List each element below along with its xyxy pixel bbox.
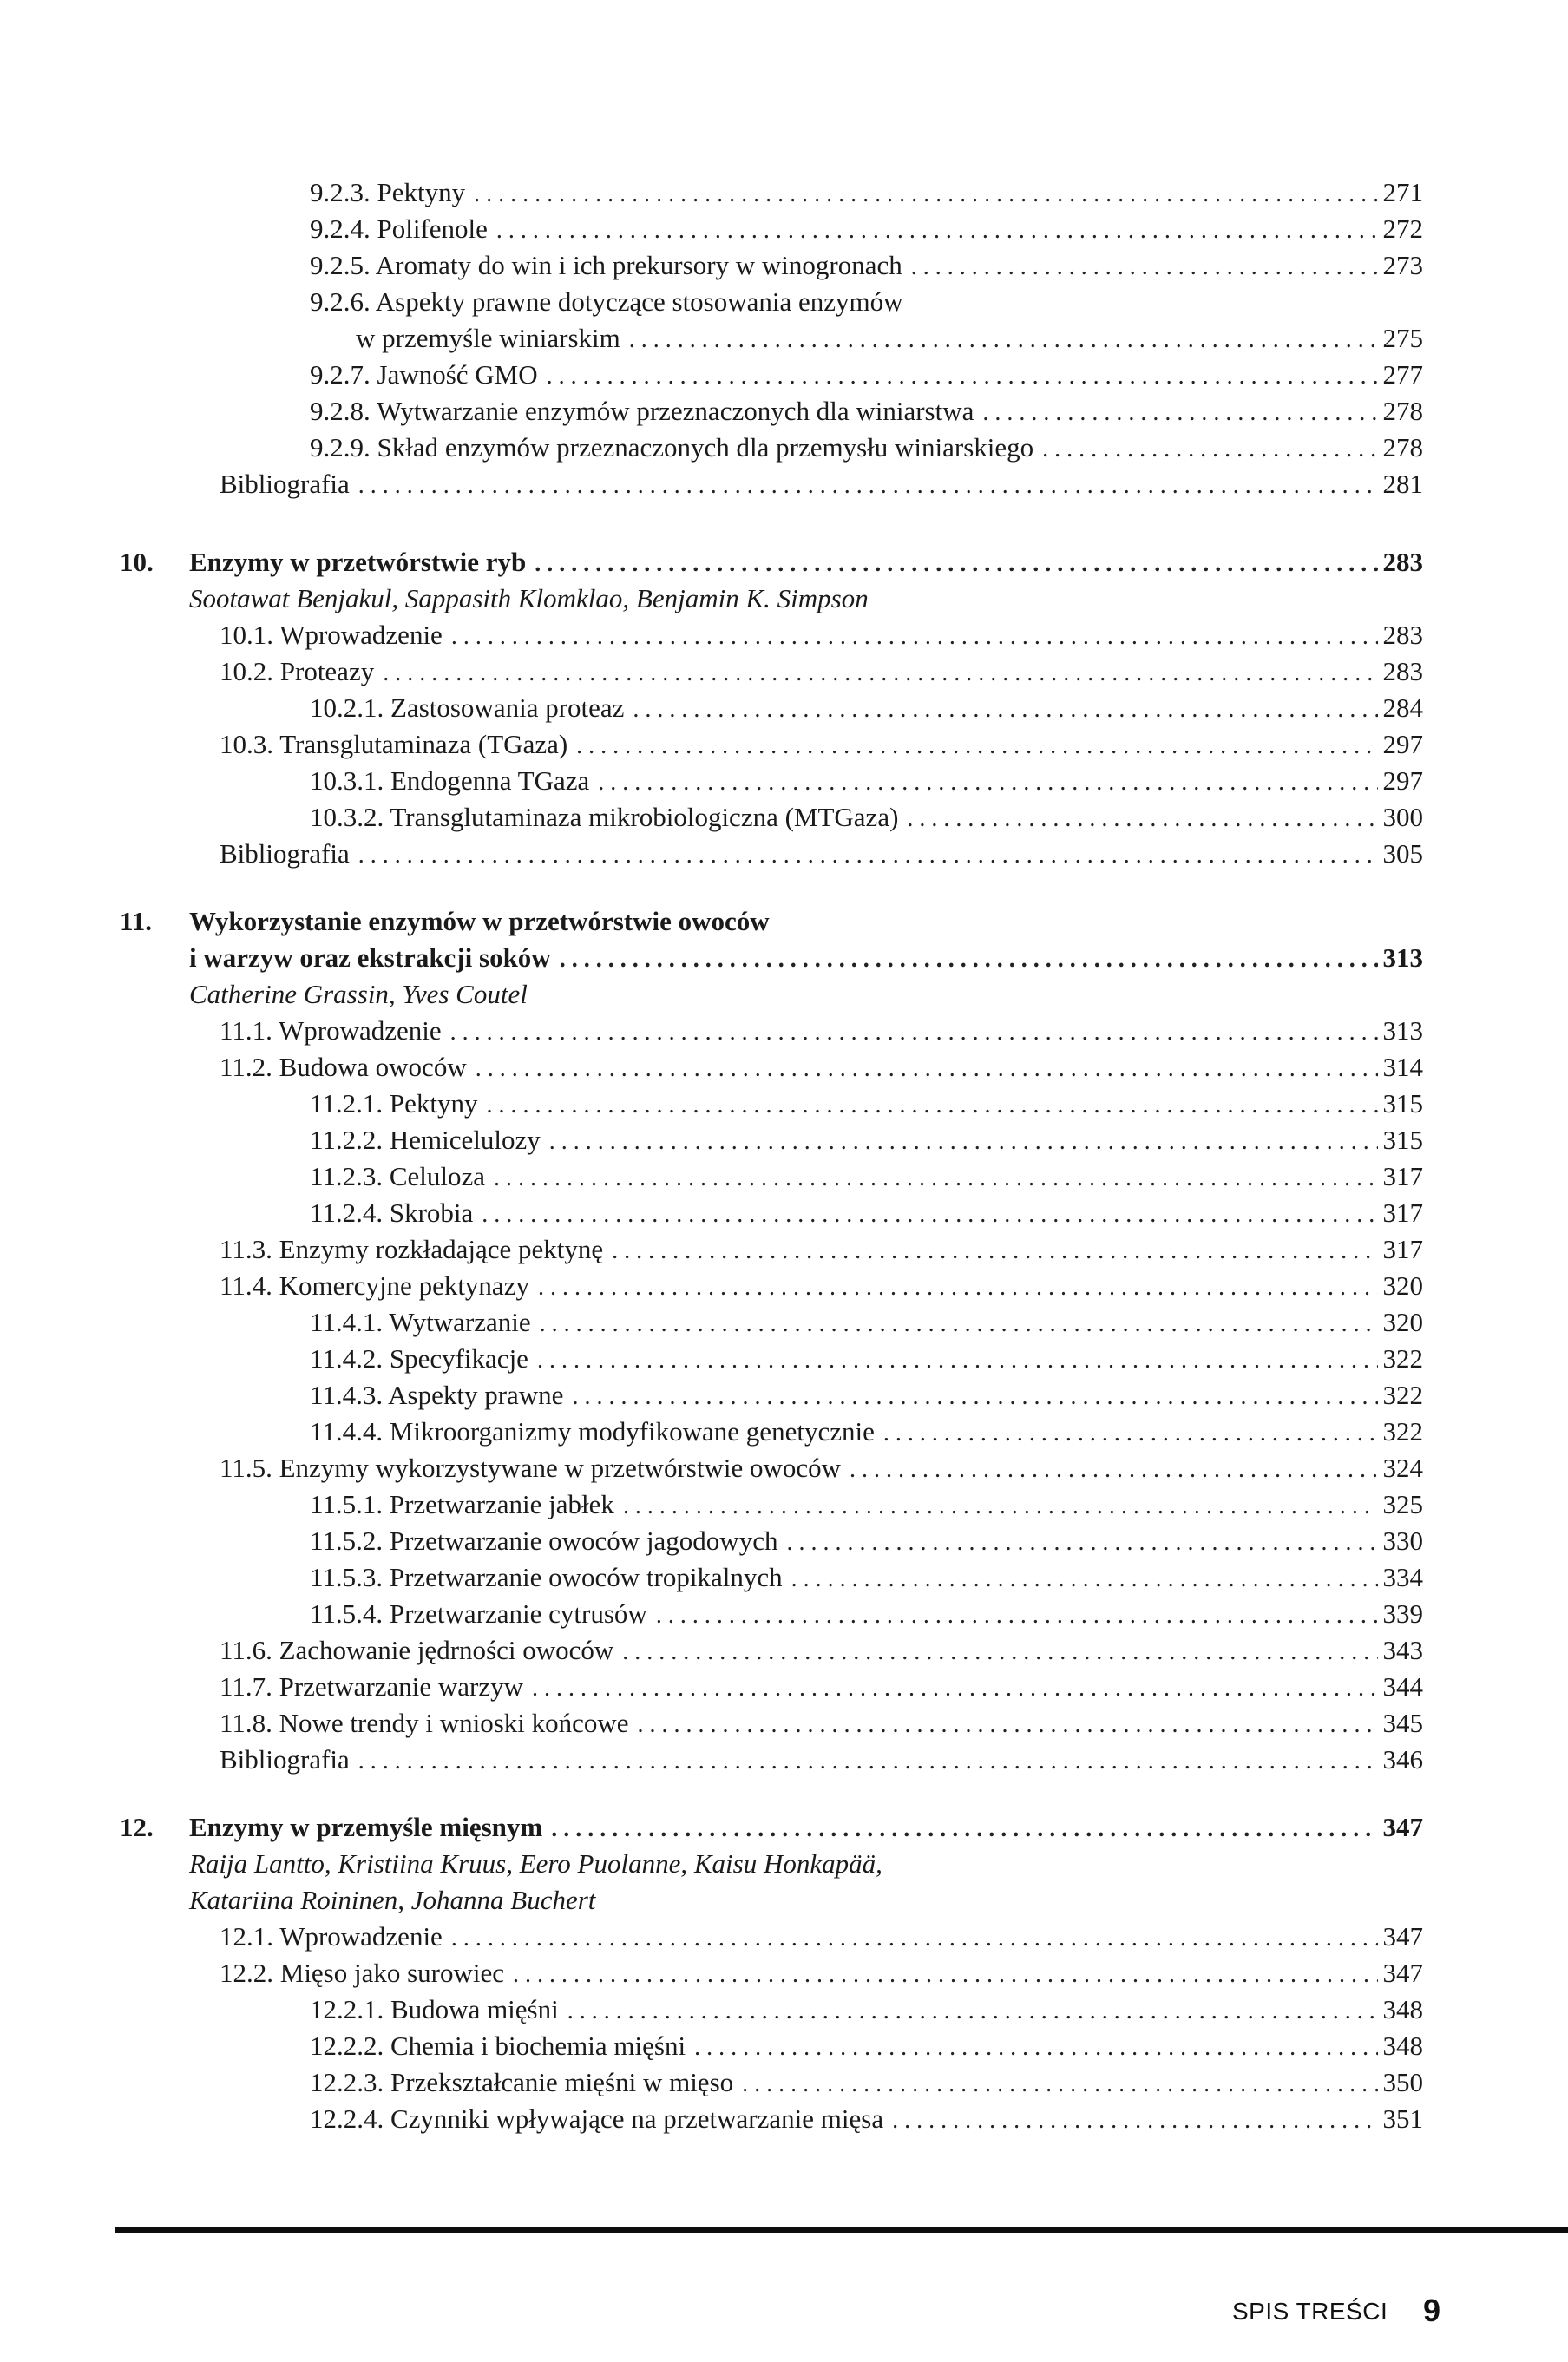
toc-entry[interactable] [220, 1450, 1423, 1486]
entry-label: Bibliografia [220, 838, 350, 869]
toc-entry[interactable] [220, 1705, 1423, 1742]
entry-page: 343 [1382, 1635, 1423, 1665]
toc-entry[interactable] [310, 1414, 1423, 1450]
entry-page: 351 [1382, 2103, 1423, 2134]
entry-page: 314 [1382, 1052, 1423, 1082]
dot-leader [450, 1014, 1378, 1051]
dot-leader [633, 692, 1377, 728]
chapter-number: 12. [120, 1812, 154, 1842]
entry-label: Bibliografia [220, 469, 350, 499]
toc-entry[interactable] [310, 1341, 1423, 1377]
dot-leader [982, 395, 1377, 431]
entry-page: 325 [1382, 1489, 1423, 1519]
entry-label: 9.2.5. Aromaty do win i ich prekursory w winogronach [310, 250, 902, 280]
toc-entry[interactable] [310, 763, 1423, 799]
toc-entry[interactable] [220, 1632, 1423, 1669]
entry-label: 10.3.1. Endogenna TGaza [310, 765, 590, 796]
chapter-number: 11. [120, 906, 153, 936]
entry-page: 320 [1382, 1270, 1423, 1301]
entry-label: 11.4.1. Wytwarzanie [310, 1307, 531, 1337]
entry-page: 300 [1382, 802, 1423, 832]
entry-page: 313 [1382, 1015, 1423, 1046]
chapter-authors [189, 976, 1423, 1013]
entry-label: 11.5.4. Przetwarzanie cytrusów [310, 1598, 647, 1629]
chapter-title: i warzyw oraz ekstrakcji soków [189, 942, 551, 973]
entry-page: 278 [1382, 396, 1423, 426]
toc-entry[interactable] [220, 1231, 1423, 1268]
chapter-heading-line-1[interactable] [189, 903, 1423, 940]
toc-entry[interactable] [310, 1559, 1423, 1596]
entry-label: 11.8. Nowe trendy i wnioski końcowe [220, 1708, 629, 1738]
dot-leader [567, 1993, 1378, 2030]
toc-entry-bibliography[interactable] [220, 466, 1423, 502]
entry-label: 9.2.4. Polifenole [310, 213, 488, 244]
toc-entry[interactable] [310, 1991, 1423, 2028]
entry-label: 10.3.2. Transglutaminaza mikrobiologiczna (MTGaza) [310, 802, 899, 832]
dot-leader [551, 1811, 1377, 1847]
entry-label: 12.2. Mięso jako surowiec [220, 1958, 505, 1988]
dot-leader [572, 1379, 1377, 1415]
running-footer-label: SPIS TREŚCI [1232, 2298, 1388, 2325]
toc-entry[interactable] [220, 1919, 1423, 1955]
dot-leader [358, 1743, 1378, 1780]
toc-entry[interactable] [310, 284, 1423, 320]
dot-leader [358, 837, 1378, 874]
entry-label: 11.5.2. Przetwarzanie owoców jagodowych [310, 1525, 778, 1556]
dot-leader [547, 358, 1378, 395]
toc-entry[interactable] [220, 1669, 1423, 1705]
toc-entry[interactable] [310, 430, 1423, 466]
dot-leader [476, 1051, 1378, 1087]
entry-page: 317 [1382, 1197, 1423, 1228]
entry-label: 9.2.8. Wytwarzanie enzymów przeznaczonych dla winiarstwa [310, 396, 974, 426]
toc-entry[interactable] [310, 1122, 1423, 1158]
toc-entry[interactable] [310, 247, 1423, 284]
toc-entry[interactable] [310, 393, 1423, 430]
entry-page: 320 [1382, 1307, 1423, 1337]
chapter-heading-line-2[interactable] [189, 940, 1423, 976]
dot-leader [549, 1124, 1378, 1160]
entry-label: 12.1. Wprowadzenie [220, 1921, 443, 1952]
chapter-heading[interactable] [189, 544, 1423, 581]
entry-label: 10.3. Transglutaminaza (TGaza) [220, 729, 568, 759]
entry-label: w przemyśle winiarskim [356, 323, 620, 353]
entry-label: 11.5.1. Przetwarzanie jabłek [310, 1489, 614, 1519]
dot-leader [638, 1707, 1378, 1743]
dot-leader [474, 176, 1377, 213]
entry-page: 347 [1382, 1921, 1423, 1952]
toc-entry[interactable] [310, 799, 1423, 836]
dot-leader [892, 2103, 1377, 2139]
entry-page: 277 [1382, 359, 1423, 390]
authors-text: Sootawat Benjakul, Sappasith Klomklao, Benjamin K. Simpson [189, 583, 869, 613]
toc-entry-continuation[interactable] [356, 320, 1423, 357]
chapter-heading[interactable] [189, 1809, 1423, 1846]
entry-label: 11.3. Enzymy rozkładające pektynę [220, 1234, 604, 1264]
dot-leader [850, 1452, 1378, 1488]
entry-label: 11.5. Enzymy wykorzystywane w przetwórstwie owoców [220, 1453, 841, 1483]
dot-leader [883, 1415, 1378, 1452]
toc-entry[interactable] [220, 726, 1423, 763]
toc-entry[interactable] [310, 174, 1423, 211]
entry-label: 11.4.2. Specyfikacje [310, 1343, 528, 1374]
toc-entry[interactable] [310, 1086, 1423, 1122]
entry-page: 281 [1382, 469, 1423, 499]
toc-entry[interactable] [310, 2064, 1423, 2101]
entry-label: 11.7. Przetwarzanie warzyw [220, 1671, 524, 1702]
dot-leader [623, 1488, 1378, 1525]
entry-page: 317 [1382, 1161, 1423, 1191]
entry-page: 339 [1382, 1598, 1423, 1629]
dot-leader [358, 468, 1378, 504]
entry-page: 322 [1382, 1380, 1423, 1410]
dot-leader [537, 1342, 1378, 1379]
entry-label: 10.2.1. Zastosowania proteaz [310, 692, 625, 723]
dot-leader [907, 801, 1377, 837]
toc-entry[interactable] [310, 1195, 1423, 1231]
entry-page: 324 [1382, 1453, 1423, 1483]
dot-leader [486, 1087, 1377, 1124]
entry-page: 334 [1382, 1562, 1423, 1592]
dot-leader [911, 249, 1378, 285]
dot-leader [786, 1525, 1377, 1561]
toc-entry[interactable] [220, 1955, 1423, 1991]
entry-label: 12.2.3. Przekształcanie mięśni w mięso [310, 2067, 734, 2097]
entry-page: 305 [1382, 838, 1423, 869]
chapter-authors [189, 1846, 1423, 1882]
toc-entry[interactable] [220, 1049, 1423, 1086]
dot-leader [538, 1270, 1378, 1306]
dot-leader [532, 1670, 1377, 1707]
chapter-authors [189, 1882, 1423, 1919]
entry-label: 12.2.2. Chemia i biochemia mięśni [310, 2031, 686, 2061]
toc-entry[interactable] [310, 1377, 1423, 1414]
entry-page: 272 [1382, 213, 1423, 244]
dot-leader [1042, 431, 1377, 468]
dot-leader [622, 1634, 1377, 1670]
dot-leader [656, 1598, 1378, 1634]
entry-page: 346 [1382, 1744, 1423, 1775]
entry-page: 278 [1382, 432, 1423, 463]
entry-label: 11.2.4. Skrobia [310, 1197, 474, 1228]
toc-entry-bibliography[interactable] [220, 836, 1423, 872]
entry-label: 12.2.4. Czynniki wpływające na przetwarzanie mięsa [310, 2103, 884, 2134]
chapter-page: 347 [1382, 1812, 1423, 1842]
entry-label: 11.1. Wprowadzenie [220, 1015, 442, 1046]
dot-leader [451, 619, 1378, 655]
dot-leader [383, 655, 1377, 692]
entry-page: 317 [1382, 1234, 1423, 1264]
entry-page: 283 [1382, 656, 1423, 686]
dot-leader [742, 2066, 1377, 2103]
entry-page: 275 [1382, 323, 1423, 353]
dot-leader [560, 942, 1378, 978]
entry-page: 345 [1382, 1708, 1423, 1738]
entry-page: 297 [1382, 765, 1423, 796]
entry-page: 315 [1382, 1125, 1423, 1155]
authors-text: Catherine Grassin, Yves Coutel [189, 979, 528, 1009]
dot-leader [494, 1160, 1377, 1197]
entry-page: 322 [1382, 1343, 1423, 1374]
dot-leader [576, 728, 1377, 764]
entry-page: 315 [1382, 1088, 1423, 1119]
entry-page: 297 [1382, 729, 1423, 759]
dot-leader [598, 764, 1377, 801]
entry-page: 283 [1382, 620, 1423, 650]
chapter-title: Wykorzystanie enzymów w przetwórstwie owoców [189, 906, 770, 936]
dot-leader [535, 546, 1377, 582]
entry-label: 9.2.9. Skład enzymów przeznaczonych dla przemysłu winiarskiego [310, 432, 1034, 463]
entry-label: 9.2.7. Jawność GMO [310, 359, 538, 390]
toc-entry[interactable] [310, 2101, 1423, 2137]
entry-page: 271 [1382, 177, 1423, 207]
footer-rule [115, 2227, 1568, 2233]
entry-page: 348 [1382, 1994, 1423, 2024]
entry-label: 12.2.1. Budowa mięśni [310, 1994, 559, 2024]
dot-leader [513, 1957, 1377, 1993]
entry-page: 322 [1382, 1416, 1423, 1447]
dot-leader [612, 1233, 1377, 1270]
toc-entry[interactable] [310, 1158, 1423, 1195]
entry-page: 347 [1382, 1958, 1423, 1988]
entry-label: 11.5.3. Przetwarzanie owoców tropikalnych [310, 1562, 783, 1592]
entry-page: 330 [1382, 1525, 1423, 1556]
toc-entry[interactable] [310, 2028, 1423, 2064]
toc-entry[interactable] [220, 1013, 1423, 1049]
entry-label: 11.2.1. Pektyny [310, 1088, 478, 1119]
entry-label: 11.2.3. Celuloza [310, 1161, 486, 1191]
toc-entry[interactable] [310, 1304, 1423, 1341]
toc-entry-bibliography[interactable] [220, 1742, 1423, 1778]
toc-entry[interactable] [310, 357, 1423, 393]
entry-label: 11.4.3. Aspekty prawne [310, 1380, 564, 1410]
toc-entry[interactable] [220, 1268, 1423, 1304]
toc-entry[interactable] [220, 617, 1423, 653]
entry-label: 10.1. Wprowadzenie [220, 620, 443, 650]
entry-page: 284 [1382, 692, 1423, 723]
authors-text: Katariina Roininen, Johanna Buchert [189, 1885, 596, 1915]
entry-label: 11.4. Komercyjne pektynazy [220, 1270, 529, 1301]
dot-leader [791, 1561, 1378, 1598]
entry-label: 10.2. Proteazy [220, 656, 375, 686]
entry-page: 273 [1382, 250, 1423, 280]
entry-page: 350 [1382, 2067, 1423, 2097]
dot-leader [629, 322, 1378, 358]
entry-label: 9.2.3. Pektyny [310, 177, 466, 207]
entry-label: 11.2.2. Hemicelulozy [310, 1125, 541, 1155]
toc-entry[interactable] [310, 1523, 1423, 1559]
toc-entry[interactable] [310, 1596, 1423, 1632]
chapter-page: 313 [1382, 942, 1423, 973]
dot-leader [540, 1306, 1378, 1342]
page-number: 9 [1423, 2293, 1441, 2328]
toc-entry[interactable] [310, 1486, 1423, 1523]
entry-label: 11.6. Zachowanie jędrności owoców [220, 1635, 614, 1665]
toc-entry[interactable] [310, 690, 1423, 726]
dot-leader [482, 1197, 1377, 1233]
dot-leader [496, 213, 1378, 249]
chapter-title: Enzymy w przemyśle mięsnym [189, 1812, 543, 1842]
dot-leader [694, 2030, 1377, 2066]
chapter-number: 10. [120, 547, 154, 577]
entry-label: Bibliografia [220, 1744, 350, 1775]
toc-entry[interactable] [220, 653, 1423, 690]
entry-label: 11.2. Budowa owoców [220, 1052, 467, 1082]
chapter-page: 283 [1382, 547, 1423, 577]
entry-label: 11.4.4. Mikroorganizmy modyfikowane genetycznie [310, 1416, 875, 1447]
entry-page: 344 [1382, 1671, 1423, 1702]
toc-entry[interactable] [310, 211, 1423, 247]
dot-leader [451, 1920, 1378, 1957]
chapter-title: Enzymy w przetwórstwie ryb [189, 547, 527, 577]
authors-text: Raija Lantto, Kristiina Kruus, Eero Puolanne, Kaisu Honkapää, [189, 1848, 882, 1879]
entry-label: 9.2.6. Aspekty prawne dotyczące stosowania enzymów [310, 286, 903, 317]
chapter-authors [189, 581, 1423, 617]
entry-page: 348 [1382, 2031, 1423, 2061]
